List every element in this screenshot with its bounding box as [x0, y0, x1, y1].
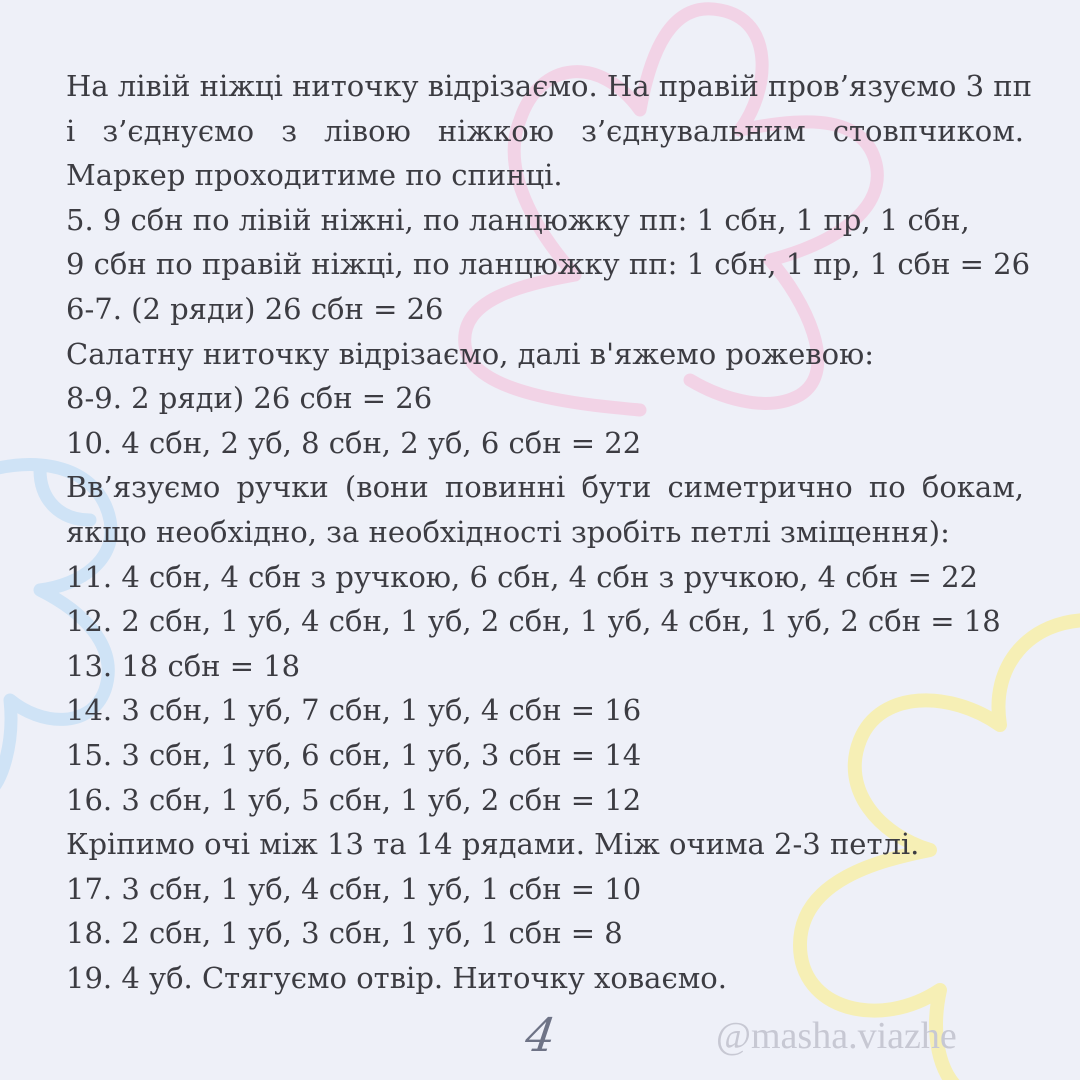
- text-line: Маркер проходитиме по спинці.: [66, 158, 563, 193]
- text-line: Кріпимо очі між 13 та 14 рядами. Між очима 2-3 петлі.: [66, 827, 920, 862]
- text-line: 19. 4 уб. Стягуємо отвір. Ниточку ховаємо.: [66, 960, 727, 995]
- text-line: 9 сбн по правій ніжці, по ланцюжку пп: 1 сбн, 1 пр, 1 сбн = 26: [66, 247, 1031, 282]
- text-line: 13. 18 сбн = 18: [66, 648, 301, 683]
- text-line: 6-7. (2 ряди) 26 сбн = 26: [66, 291, 444, 326]
- text-line: 16. 3 сбн, 1 уб, 5 сбн, 1 уб, 2 сбн = 12: [66, 782, 642, 817]
- text-line: 11. 4 сбн, 4 сбн з ручкою, 6 сбн, 4 сбн з ручкою, 4 сбн = 22: [66, 559, 978, 594]
- text-line: 14. 3 сбн, 1 уб, 7 сбн, 1 уб, 4 сбн = 16: [66, 693, 642, 728]
- page-number: 4: [522, 1008, 560, 1062]
- text-line: 17. 3 сбн, 1 уб, 4 сбн, 1 уб, 1 сбн = 10: [66, 871, 642, 906]
- text-line: Вв’язуємо ручки (вони повинні бути симетрично по бокам,: [66, 470, 1024, 505]
- text-line: 8-9. 2 ряди) 26 сбн = 26: [66, 381, 433, 416]
- text-line: 12. 2 сбн, 1 уб, 4 сбн, 1 уб, 2 сбн, 1 уб, 4 сбн, 1 уб, 2 сбн = 18: [66, 604, 1001, 639]
- text-line: 15. 3 сбн, 1 уб, 6 сбн, 1 уб, 3 сбн = 14: [66, 737, 642, 772]
- text-line: 10. 4 сбн, 2 уб, 8 сбн, 2 уб, 6 сбн = 22: [66, 425, 642, 460]
- text-line: якщо необхідно, за необхідності зробіть петлі зміщення):: [66, 514, 950, 549]
- text-line: і з’єднуємо з лівою ніжкою з’єднувальним стовпчиком.: [66, 113, 1024, 148]
- text-line: 5. 9 сбн по лівій ніжні, по ланцюжку пп: 1 сбн, 1 пр, 1 сбн,: [66, 202, 970, 237]
- text-line: На лівій ніжці ниточку відрізаємо. На правій пров’язуємо 3 пп: [66, 69, 1032, 103]
- text-line: 18. 2 сбн, 1 уб, 3 сбн, 1 уб, 1 сбн = 8: [66, 916, 623, 951]
- author-handle: @masha.viazhe: [716, 1015, 957, 1057]
- pattern-text: [66, 64, 1032, 1000]
- text-line: Салатну ниточку відрізаємо, далі в'яжемо рожевою:: [66, 336, 875, 371]
